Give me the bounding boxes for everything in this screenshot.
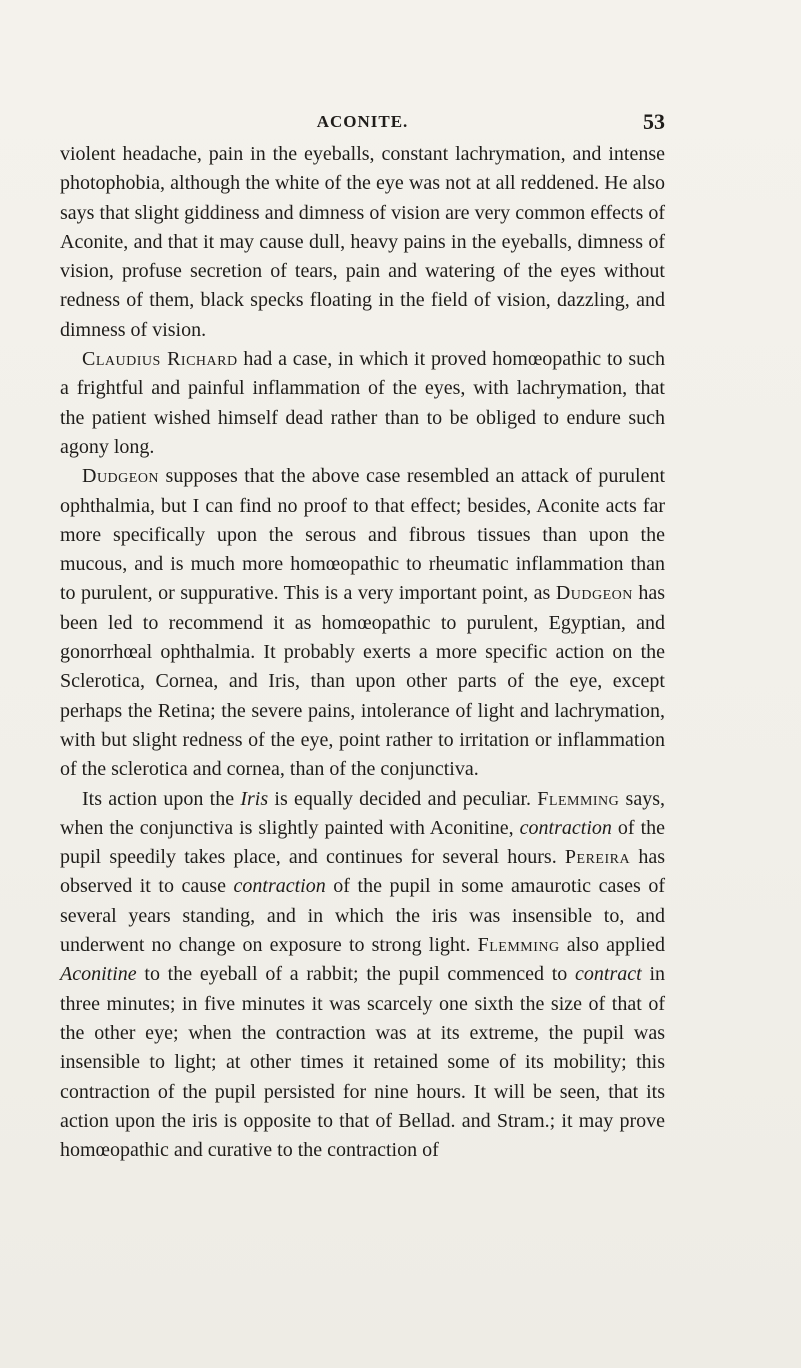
text-run: violent headache, pain in the eyeballs, constant lachrymation, and intense photophobia, although the white of the eye was not at all reddened. He also says that slight giddiness and dimness of vision are very common effects of Aconite, and that it may cause dull, heavy pains in the eyeballs, dimness of vision, profuse secretion of tears, pain and watering of the eyes without redness of them, black specks floating in the field of vision, dazzling, and dimness of vision. (60, 143, 665, 341)
text-run: to the eyeball of a rabbit; the pupil commenced to (136, 963, 576, 986)
text-run: says, when the conjunctiva is slightly painted with Aconitine, (60, 787, 665, 839)
text-run: supposes that the above case resembled an attack of purulent ophthalmia, but I can find no proof to that effect; besides, Aconite acts far more specifically upon the serous and fibrous tissues than upon the mucous, and is much more homœopathic to rheumatic inflammation than to purulent, or suppurative. This is a very important point, as (60, 465, 665, 605)
author-name: Flemming (537, 787, 620, 810)
italic-text: contract (575, 963, 642, 986)
running-head (60, 109, 665, 136)
text-run: in three minutes; in five minutes it was scarcely one sixth the size of that of the other eye; when the contraction was at its extreme, the pupil was insensible to light; at other times it retained some of its mobility; this contraction of the pupil persisted for nine hours. It will be seen, that its action upon the iris is opposite to that of Bellad. and Stram.; it may prove homœopathic and curative to the contraction of (60, 963, 666, 1162)
text-run: has been led to recommend it as homœopathic to purulent, Egyptian, and gonorrhœal ophthalmia. It probably exerts a more specific action on the Sclerotica, Cornea, and Iris, than upon other parts of the eye, except perhaps the Retina; the severe pains, intolerance of light and lachrymation, with but slight redness of the eye, point rather to irritation or inflammation of the sclerotica and cornea, than of the conjunctiva. (60, 582, 665, 781)
author-name: Dudgeon (82, 465, 160, 488)
text-run: is equally decided and peculiar. (268, 787, 538, 810)
italic-text: contraction (233, 875, 326, 898)
text-run: had a case, in which it proved homœopathic to such a frightful and painful inflammation of the eyes, with lachrymation, that the patient wished himself dead rather than to be obliged to endure such agony long. (60, 348, 665, 458)
page-number: 53 (643, 109, 665, 134)
author-name: Claudius Richard (82, 348, 238, 371)
text-run: has observed it to cause (60, 846, 665, 898)
italic-text: Aconitine (60, 963, 137, 986)
paragraph (60, 785, 665, 1166)
body-text (60, 140, 665, 1165)
author-name: Dudgeon (555, 582, 633, 605)
italic-text: Iris (240, 787, 269, 810)
paragraph (60, 462, 665, 784)
text-run: of the pupil in some amaurotic cases of several years standing, and in which the iris was insensible to, and underwent no change on exposure to strong light. (60, 875, 665, 957)
paragraph (60, 345, 665, 462)
text-run: of the pupil speedily takes place, and continues for several hours. (60, 816, 666, 869)
text-run: Its action upon the (82, 787, 241, 810)
running-title: ACONITE. (316, 112, 409, 131)
text-run: also applied (559, 934, 665, 957)
author-name: Flemming (477, 934, 560, 957)
author-name: Pereira (564, 846, 631, 869)
paragraph (60, 140, 665, 345)
italic-text: contraction (519, 816, 612, 839)
